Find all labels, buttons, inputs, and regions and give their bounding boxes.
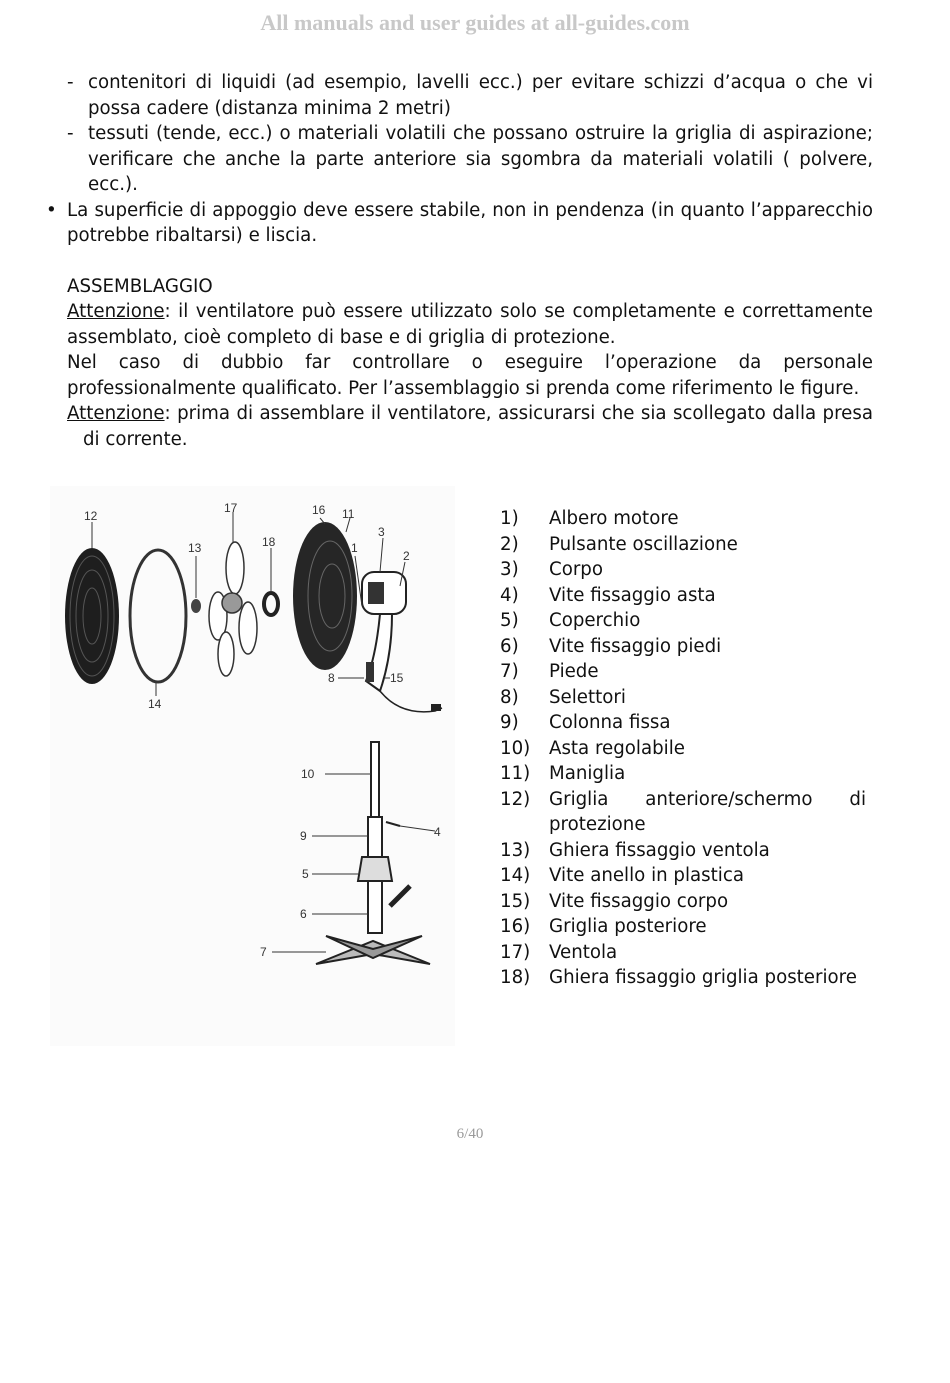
callout-label: 4 [434, 825, 441, 839]
callout-label: 18 [262, 535, 276, 549]
parts-list-item [500, 634, 866, 660]
part-number: 5) [500, 610, 519, 631]
attention-label: Attenzione [67, 403, 165, 424]
part-label: Griglia posteriore [549, 916, 707, 937]
part-number: 4) [500, 584, 519, 606]
callout-label: 9 [300, 829, 307, 843]
part-label: Vite anello in plastica [549, 865, 744, 886]
list-item-text: tessuti (tende, ecc.) o materiali volatili che possano ostruire la griglia di aspirazione; verificare che anche la parte anteriore sia sgombra da materiali volatili ( polvere, ecc.). [88, 123, 873, 195]
part-label: Coperchio [549, 610, 641, 631]
parts-list-item [500, 710, 866, 736]
parts-list-item [500, 761, 866, 787]
parts-list-item [500, 940, 866, 966]
part-number: 3) [500, 559, 519, 580]
part-number: 6) [500, 635, 519, 657]
part-label: Ghiera fissaggio ventola [549, 839, 770, 861]
paragraph: Nel caso di dubbio far controllare o eseguire l’operazione da personale professionalmente qualificato. Per l’assemblaggio si prenda come riferimento le figure. [67, 352, 873, 399]
parts-list-item [500, 583, 866, 609]
callout-label: 15 [390, 671, 404, 685]
callout-label: 2 [403, 549, 410, 563]
dash-marker: - [67, 123, 74, 144]
callout-label: 5 [302, 867, 309, 881]
part-label: Vite fissaggio asta [549, 584, 716, 606]
page-number: 6/40 [456, 1126, 484, 1142]
part-number: 7) [500, 661, 519, 682]
section-title: ASSEMBLAGGIO [67, 275, 213, 297]
parts-list-item [500, 736, 866, 762]
callout-label: 12 [84, 509, 98, 523]
list-item-text: contenitori di liquidi (ad esempio, lavelli ecc.) per evitare schizzi d’acqua o che vi possa cadere (distanza minima 2 metri) [88, 72, 873, 119]
part-number: 18) [500, 967, 531, 988]
rear-grille-part [293, 522, 357, 670]
parts-list-item [500, 889, 866, 915]
part-label: Pulsante oscillazione [549, 533, 738, 555]
part-number: 13) [500, 839, 531, 861]
parts-list-item [500, 685, 866, 711]
attention-paragraph [67, 299, 873, 350]
part-label: Selettori [549, 686, 626, 708]
parts-list-item [500, 557, 866, 583]
parts-list-item [500, 659, 866, 685]
part-number: 17) [500, 941, 531, 963]
part-number: 2) [500, 533, 519, 555]
part-label: Asta regolabile [549, 737, 685, 759]
callout-label: 11 [342, 507, 355, 521]
callout-label: 1 [351, 541, 358, 555]
parts-list-item [500, 506, 866, 532]
list-item [67, 70, 873, 121]
part-label: Maniglia [549, 763, 626, 784]
part-label: Vite fissaggio piedi [549, 635, 722, 657]
callout-label: 3 [378, 525, 385, 539]
front-grille-part [65, 548, 119, 684]
parts-list [500, 506, 866, 991]
part-label: Piede [549, 661, 599, 682]
part-label: Colonna fissa [549, 712, 671, 733]
callout-label: 8 [328, 671, 335, 685]
part-label: Ventola [549, 941, 618, 963]
part-number: 15) [500, 890, 531, 912]
callout-label: 17 [224, 501, 238, 515]
part-number: 14) [500, 865, 531, 886]
callout-label: 7 [260, 945, 267, 959]
part-number: 10) [500, 737, 531, 759]
page-body [46, 70, 873, 452]
bullet-item [46, 198, 873, 249]
part-number: 16) [500, 916, 531, 937]
dash-marker: - [67, 72, 74, 93]
exploded-fan-diagram [50, 486, 455, 1046]
part-number: 12) [500, 788, 531, 810]
attention-text: : il ventilatore può essere utilizzato solo se completamente e correttamente assemblato, cioè completo di base e di griglia di protezione. [67, 301, 873, 348]
part-number: 11) [500, 763, 531, 784]
parts-list-item [500, 863, 866, 889]
part-label: Albero motore [549, 508, 679, 529]
callout-label: 16 [312, 503, 326, 517]
parts-list-item [500, 787, 866, 838]
part-label: Vite fissaggio corpo [549, 890, 729, 912]
part-number: 9) [500, 712, 519, 733]
part-number: 1) [500, 508, 519, 529]
list-item [67, 121, 873, 198]
blade-nut-part [191, 599, 201, 613]
attention-paragraph [67, 401, 873, 452]
parts-list-item [500, 965, 866, 991]
part-number: 8) [500, 686, 519, 708]
part-label: Corpo [549, 559, 603, 580]
part-label: Ghiera fissaggio griglia posteriore [549, 967, 857, 988]
callout-label: 10 [301, 767, 315, 781]
parts-list-item [500, 532, 866, 558]
site-watermark: All manuals and user guides at all-guides.com [260, 10, 690, 35]
callout-label: 6 [300, 907, 307, 921]
attention-text: : prima di assemblare il ventilatore, assicurarsi che sia scollegato dalla presa di corrente. [83, 403, 873, 450]
parts-list-item [500, 838, 866, 864]
parts-list-item [500, 608, 866, 634]
attention-label: Attenzione [67, 301, 165, 322]
bullet-dot-icon: • [46, 199, 57, 221]
callout-label: 13 [188, 541, 202, 555]
parts-list-item [500, 914, 866, 940]
bullet-text: La superficie di appoggio deve essere stabile, non in pendenza (in quanto l’apparecchio potrebbe ribaltarsi) e liscia. [67, 199, 873, 246]
part-label: Griglia anteriore/schermo di protezione [549, 788, 866, 835]
callout-label: 14 [148, 697, 162, 711]
